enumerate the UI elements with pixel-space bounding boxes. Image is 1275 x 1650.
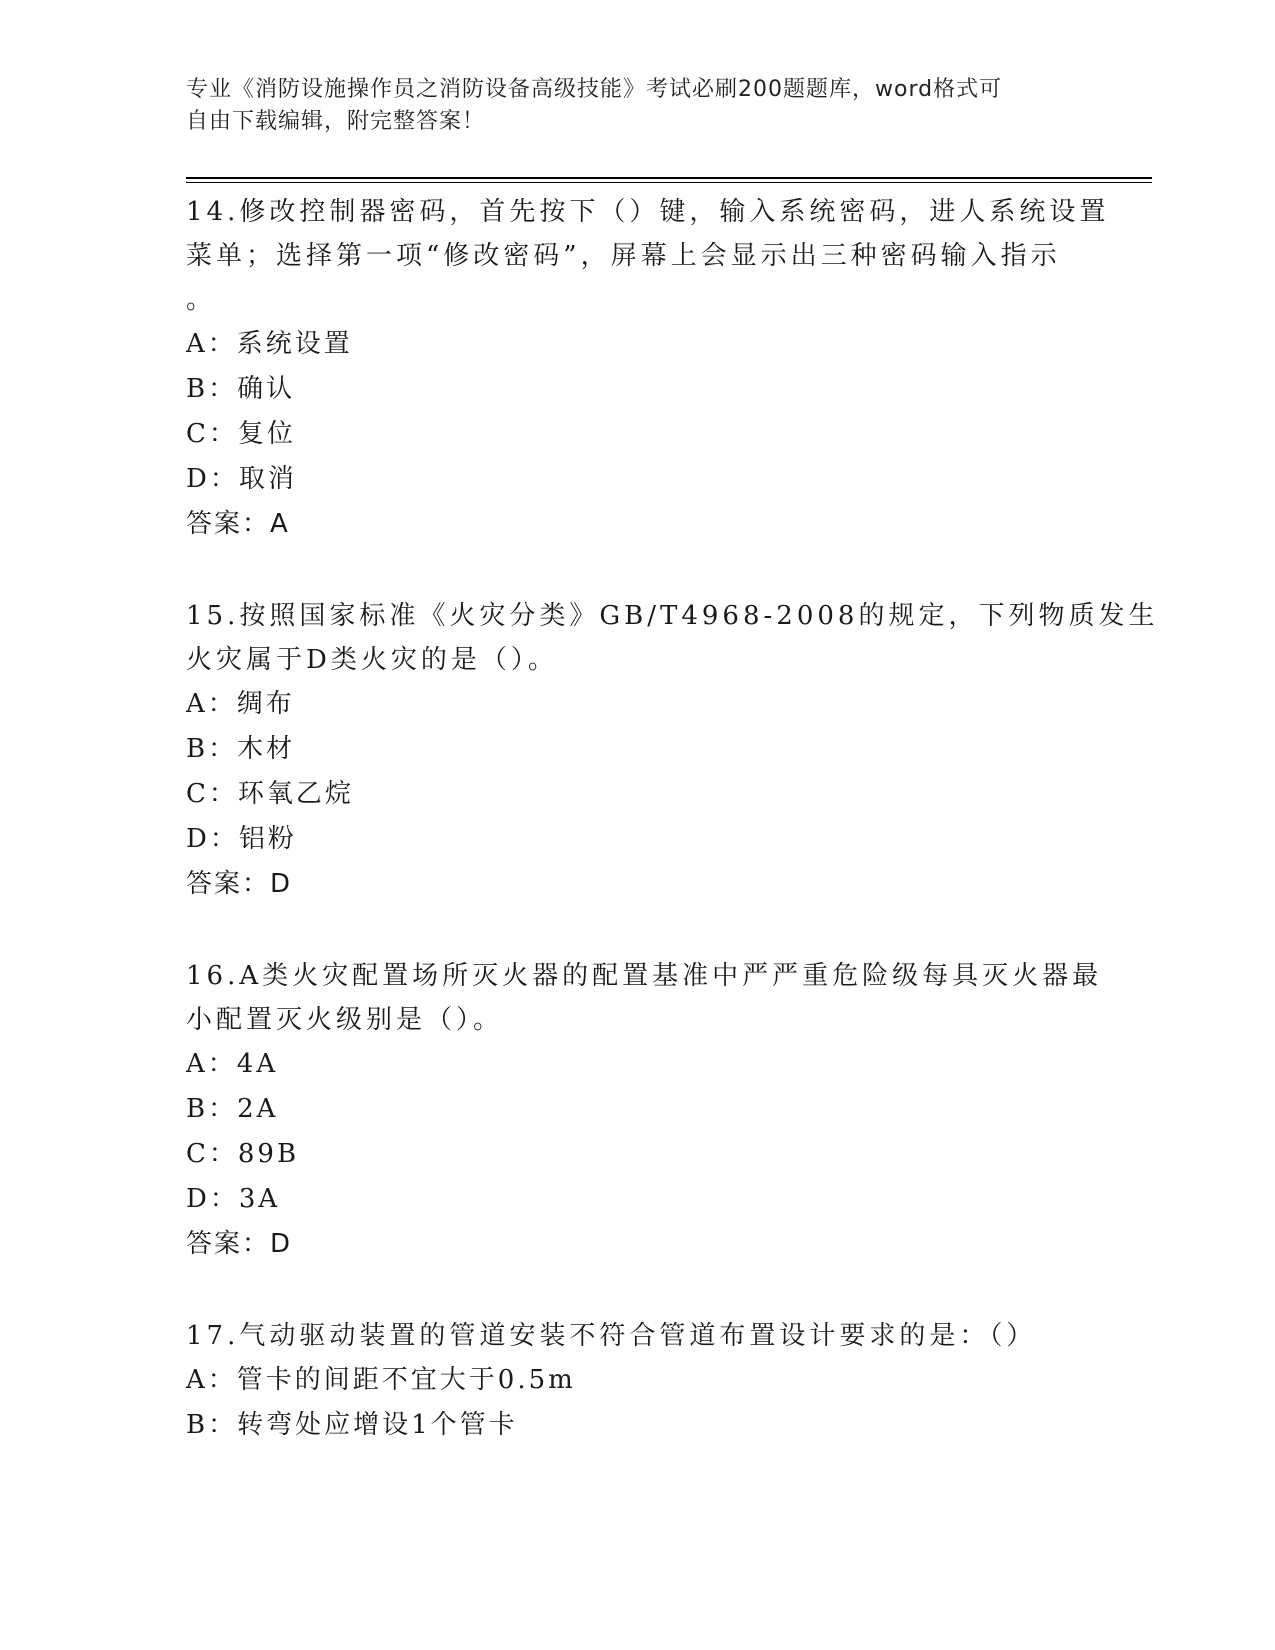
header-divider-thin <box>186 182 1152 183</box>
option-d: D：取消 <box>186 464 297 494</box>
question-text: 16.A类火灾配置场所灭火器的配置基准中严严重危险级每具灭火器最 <box>186 961 1103 991</box>
answer-line: 答案：D <box>186 869 293 899</box>
option-b: B：确认 <box>186 374 296 404</box>
option-c: C：89B <box>186 1139 300 1169</box>
option-d: D：3A <box>186 1184 281 1214</box>
option-c: C：复位 <box>186 419 296 449</box>
question-text: 火灾属于D类火灾的是（）。 <box>186 645 558 675</box>
header-line-2: 自由下载编辑，附完整答案！ <box>186 109 486 134</box>
header-divider-thick <box>186 177 1152 179</box>
question-text: 小配置灭火级别是（）。 <box>186 1005 504 1035</box>
option-d: D：铝粉 <box>186 824 297 854</box>
question-text: 14.修改控制器密码，首先按下（）键，输入系统密码，进人系统设置 <box>186 197 1110 227</box>
question-block <box>186 1314 1086 1448</box>
question-text: 17.气动驱动装置的管道安装不符合管道布置设计要求的是：（） <box>186 1321 1037 1351</box>
option-c: C：环氧乙烷 <box>186 779 354 809</box>
option-a: A：绸布 <box>186 689 295 719</box>
option-a: A：系统设置 <box>186 329 353 359</box>
question-block <box>186 190 1110 547</box>
answer-line: 答案：D <box>186 1229 293 1259</box>
option-b: B：木材 <box>186 734 296 764</box>
question-block <box>186 594 1159 907</box>
option-a: A：4A <box>186 1049 279 1079</box>
question-list <box>186 190 1159 1448</box>
question-text: 。 <box>186 285 217 315</box>
question-text: 15.按照国家标准《火灾分类》GB/T4968-2008的规定，下列物质发生 <box>186 601 1159 631</box>
option-a: A：管卡的间距不宜大于0.5m <box>186 1365 576 1395</box>
option-b: B：2A <box>186 1094 279 1124</box>
question-block <box>186 954 1103 1267</box>
document-header <box>186 74 1066 138</box>
question-text: 菜单；选择第一项“修改密码”，屏幕上会显示出三种密码输入指示 <box>186 241 1061 271</box>
option-b: B：转弯处应增设1个管卡 <box>186 1410 518 1440</box>
answer-line: 答案：A <box>186 509 290 539</box>
header-line-1: 专业《消防设施操作员之消防设备高级技能》考试必刷200题题库，word格式可 <box>186 77 1003 102</box>
